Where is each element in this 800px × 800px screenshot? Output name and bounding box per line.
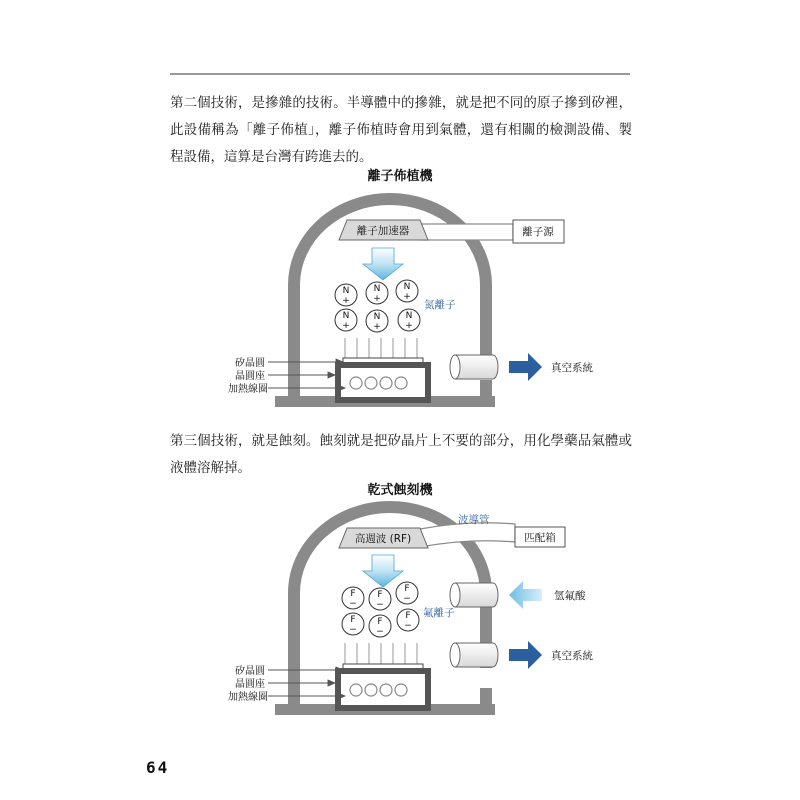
accelerator-label: 離子加速器	[356, 225, 410, 237]
figure1-title: 離子佈植機	[367, 169, 433, 184]
paragraph-etching: 第三個技術，就是蝕刻。蝕刻就是把矽晶片上不要的部分，用化學藥品氣體或液體溶解掉。	[170, 433, 632, 476]
ion-charge-1: −	[349, 599, 357, 609]
holder-label: 晶圓座	[235, 679, 265, 690]
heater-label: 加熱線圈	[228, 384, 268, 395]
source-label: 離子源	[522, 226, 554, 238]
ion-implanter-diagram	[170, 190, 630, 440]
ion-charge-6: −	[404, 621, 412, 631]
ion-f-4: F	[350, 615, 356, 625]
ion-f-2: F	[377, 590, 383, 600]
gas-inlet-label: 氫氟酸	[554, 590, 586, 602]
top-rule	[170, 73, 630, 75]
ion-f-1: F	[350, 589, 356, 599]
ion-charge-2: −	[376, 600, 384, 610]
vacuum-arrow	[509, 641, 542, 669]
gas-inlet-arrow	[509, 581, 542, 609]
ion-n-2: N	[373, 284, 381, 294]
ion-charge-2: +	[373, 294, 381, 304]
ion-f-6: F	[405, 611, 411, 621]
wafer-label: 矽晶圓	[235, 666, 265, 677]
holder-label: 晶圓座	[235, 371, 265, 382]
ion-beam-arrow	[363, 248, 403, 280]
figure2-title: 乾式蝕刻機	[367, 483, 433, 498]
beam-rays	[345, 338, 417, 358]
ion-charge-4: +	[342, 321, 350, 331]
ion-label: 氮離子	[424, 299, 456, 311]
ion-f-5: F	[377, 617, 383, 627]
waveguide-label: 波導管	[458, 514, 490, 526]
ion-n-1: N	[342, 286, 350, 296]
vacuum-pipe	[455, 355, 498, 379]
ion-charge-1: +	[342, 296, 350, 306]
rf-label: 高週波 (RF)	[354, 533, 412, 545]
beam-rays	[345, 643, 417, 664]
vacuum-label: 真空系統	[551, 362, 593, 374]
ion-charge-6: +	[405, 321, 413, 331]
ion-n-6: N	[405, 311, 413, 321]
ion-charge-5: +	[373, 322, 381, 332]
ion-n-4: N	[342, 311, 350, 321]
wafer-label: 矽晶圓	[235, 358, 265, 369]
ion-label: 氟離子	[423, 607, 455, 619]
dry-etcher-diagram	[170, 498, 630, 748]
matchbox-label: 匹配箱	[524, 532, 556, 544]
beam-line	[420, 224, 513, 240]
ion-n-3: N	[403, 282, 411, 292]
ion-charge-4: −	[349, 625, 357, 635]
plasma-arrow	[363, 555, 403, 587]
ion-charge-3: +	[403, 292, 411, 302]
vacuum-arrow	[509, 353, 542, 381]
gas-inlet-pipe	[455, 583, 498, 607]
vacuum-label: 真空系統	[551, 650, 593, 662]
ion-f-3: F	[404, 584, 410, 594]
ion-n-5: N	[373, 312, 381, 322]
page-number: 64	[146, 758, 170, 777]
heater-label: 加熱線圈	[228, 692, 268, 703]
paragraph-doping: 第二個技術，是摻雜的技術。半導體中的摻雜，就是把不同的原子摻到矽裡，此設備稱為「離子佈植」，離子佈植時會用到氣體，還有相關的檢測設備、製程設備，這算是台灣有跨進去的。	[170, 95, 632, 165]
vacuum-pipe	[455, 643, 498, 667]
ion-charge-3: −	[403, 594, 411, 604]
ion-charge-5: −	[376, 627, 384, 637]
